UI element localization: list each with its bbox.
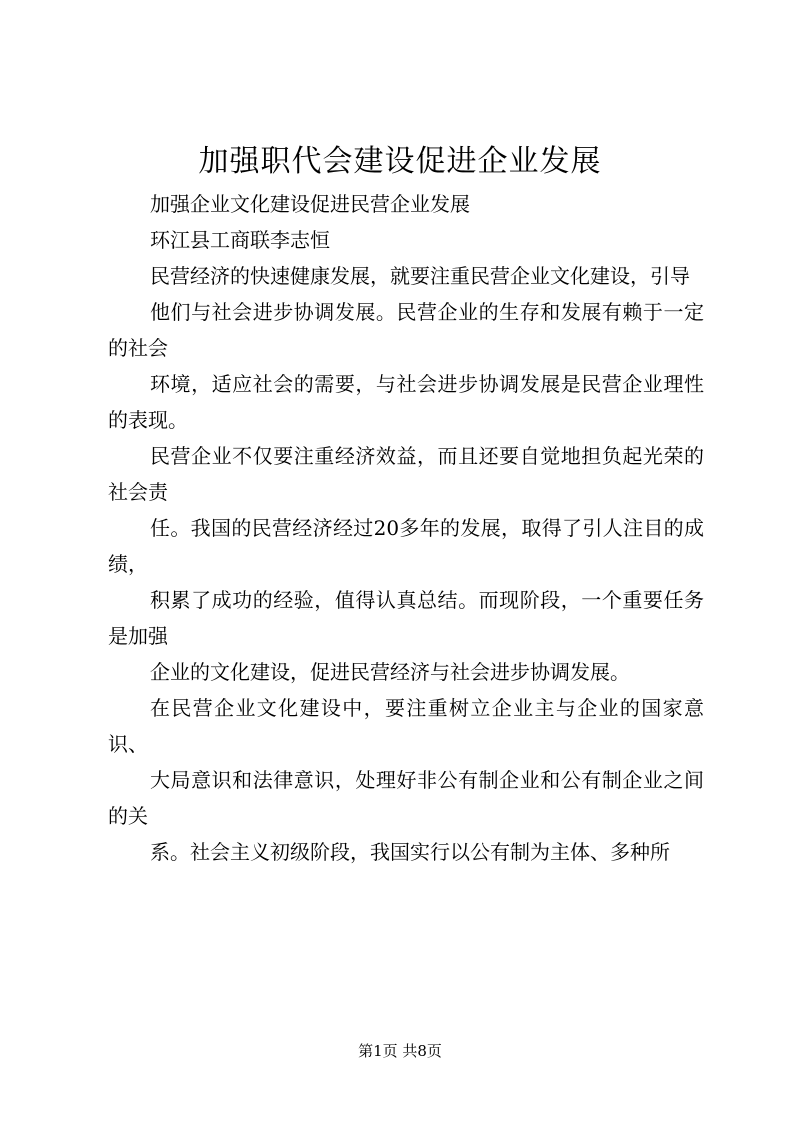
paragraph: 民营经济的快速健康发展，就要注重民营企业文化建设，引导 xyxy=(150,264,690,288)
paragraph: 企业的文化建设，促进民营经济与社会进步协调发展。 xyxy=(150,660,630,684)
paragraph: 积累了成功的经验，值得认真总结。而现阶段，一个重要任务是加强 xyxy=(108,588,704,648)
page-footer: 第1页 共8页 xyxy=(358,1042,442,1060)
paragraph: 大局意识和法律意识，处理好非公有制企业和公有制企业之间的关 xyxy=(108,768,704,828)
paragraph: 民营企业不仅要注重经济效益，而且还要自觉地担负起光荣的社会责 xyxy=(108,444,704,504)
paragraph-author: 环江县工商联李志恒 xyxy=(150,228,330,252)
paragraph: 他们与社会进步协调发展。民营企业的生存和发展有赖于一定的社会 xyxy=(108,300,704,360)
document-body xyxy=(108,186,704,870)
paragraph-subtitle: 加强企业文化建设促进民营企业发展 xyxy=(150,192,470,216)
paragraph: 任。我国的民营经济经过20多年的发展，取得了引人注目的成绩， xyxy=(108,516,704,576)
paragraph: 在民营企业文化建设中，要注重树立企业主与企业的国家意识、 xyxy=(108,696,704,756)
document-title: 加强职代会建设促进企业发展 xyxy=(198,144,602,179)
paragraph: 环境，适应社会的需要，与社会进步协调发展是民营企业理性的表现。 xyxy=(108,372,704,432)
paragraph: 系。社会主义初级阶段，我国实行以公有制为主体、多种所 xyxy=(150,840,670,864)
